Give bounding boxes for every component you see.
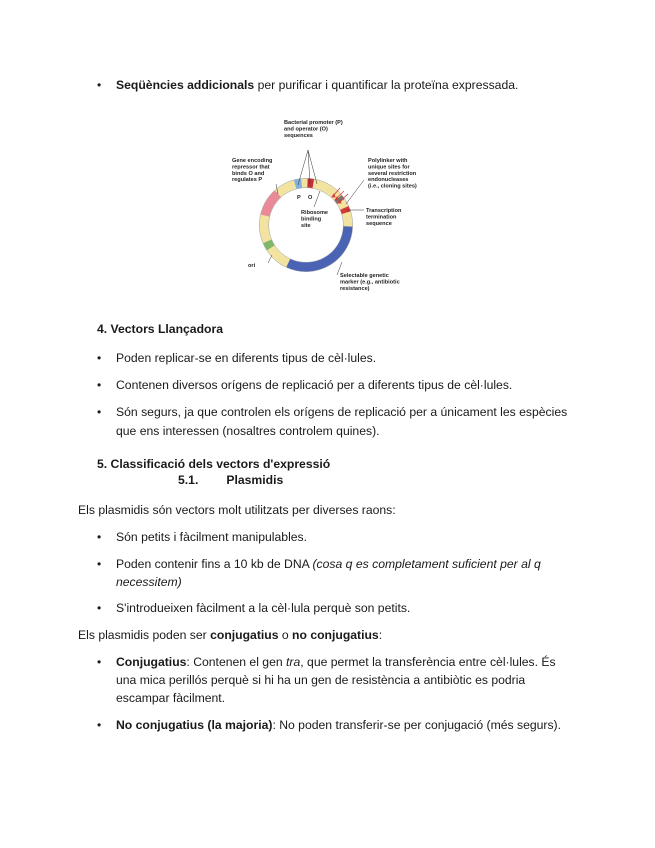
plasmid-vector-figure bbox=[228, 112, 428, 302]
section5-heading: 5. Classificació dels vectors d'expressió bbox=[97, 457, 331, 471]
polylinker-label: Polylinker with unique sites for several restriction endonucleases (i.e., cloning sites) bbox=[368, 158, 417, 190]
selectable-marker-segment bbox=[288, 226, 348, 267]
bullet-marker: • bbox=[97, 601, 102, 615]
marker-label: Selectable genetic marker (e.g., antibiotic resistance) bbox=[340, 273, 400, 292]
termination-label: Transcription termination sequence bbox=[366, 208, 402, 227]
section4-heading: 4. Vectors Llançadora bbox=[97, 322, 223, 336]
s4-bullet-3-line1: Són segurs, ja que controlen els orígens de replicació per a únicament les espècies bbox=[116, 405, 568, 419]
promoter-label: Bacterial promoter (P) and operator (O) sequences bbox=[284, 120, 343, 139]
bullet-marker: • bbox=[97, 557, 102, 571]
repressor-label: Gene encoding repressor that binds O and regulates P bbox=[232, 158, 273, 184]
intro-bullet-text bbox=[116, 77, 518, 93]
repressor-gene-segment bbox=[265, 194, 278, 216]
intro-rest: per purificar i quantificar la proteïna expressada. bbox=[254, 78, 519, 92]
bullet-marker: • bbox=[97, 405, 102, 419]
s4-bullet-3-line2: que ens interessen (nosaltres controlem quines). bbox=[116, 424, 380, 438]
ori-label: ori bbox=[248, 263, 256, 269]
subsection-title: Plasmidis bbox=[226, 473, 284, 487]
conjugative-intro-paragraph: Els plasmidis poden ser conjugatius o no conjugatius: bbox=[78, 628, 383, 642]
conjugatius-line2: una mica perillós perquè si hi ha un gen de resistència a antibiòtic es podria bbox=[116, 673, 526, 687]
bullet-marker: • bbox=[97, 530, 102, 544]
bullet-marker: • bbox=[97, 78, 102, 92]
conjugatius-line1: Conjugatius: Contenen el gen tra, que permet la transferència entre cèl·lules. És bbox=[116, 655, 556, 669]
ori-segment bbox=[267, 241, 270, 247]
plasmids-intro-paragraph: Els plasmidis són vectors molt utilitzats per diverses raons: bbox=[78, 503, 396, 517]
operator-segment bbox=[307, 183, 313, 184]
p-label: P bbox=[297, 195, 301, 201]
bullet-marker: • bbox=[97, 718, 102, 732]
o-label: O bbox=[308, 195, 313, 201]
ribosome-label: Ribosome binding site bbox=[301, 210, 329, 229]
subsection-5-1 bbox=[178, 472, 283, 488]
bullet-marker: • bbox=[97, 655, 102, 669]
intro-bold: Seqüències addicionals bbox=[116, 78, 255, 92]
subsection-number: 5.1. bbox=[178, 473, 199, 487]
bullet-marker: • bbox=[97, 351, 102, 365]
reason-2-line1: Poden contenir fins a 10 kb de DNA (cosa q es completament suficient per al q bbox=[116, 557, 541, 571]
s4-bullet-2: Contenen diversos orígens de replicació per a diferents tipus de cèl·lules. bbox=[116, 378, 513, 392]
reason-1: Són petits i fàcilment manipulables. bbox=[116, 530, 308, 544]
bullet-marker: • bbox=[97, 378, 102, 392]
conjugatius-line3: escampar fàcilment. bbox=[116, 691, 226, 705]
no-conjugatius-line: No conjugatius (la majoria): No poden transferir-se per conjugació (més segurs). bbox=[116, 718, 562, 732]
terminator-segment bbox=[344, 208, 346, 213]
reason-2-line2: necessitem) bbox=[116, 575, 182, 589]
s4-bullet-1: Poden replicar-se en diferents tipus de cèl·lules. bbox=[116, 351, 377, 365]
reason-3: S'introdueixen fàcilment a la cèl·lula perquè son petits. bbox=[116, 601, 411, 615]
